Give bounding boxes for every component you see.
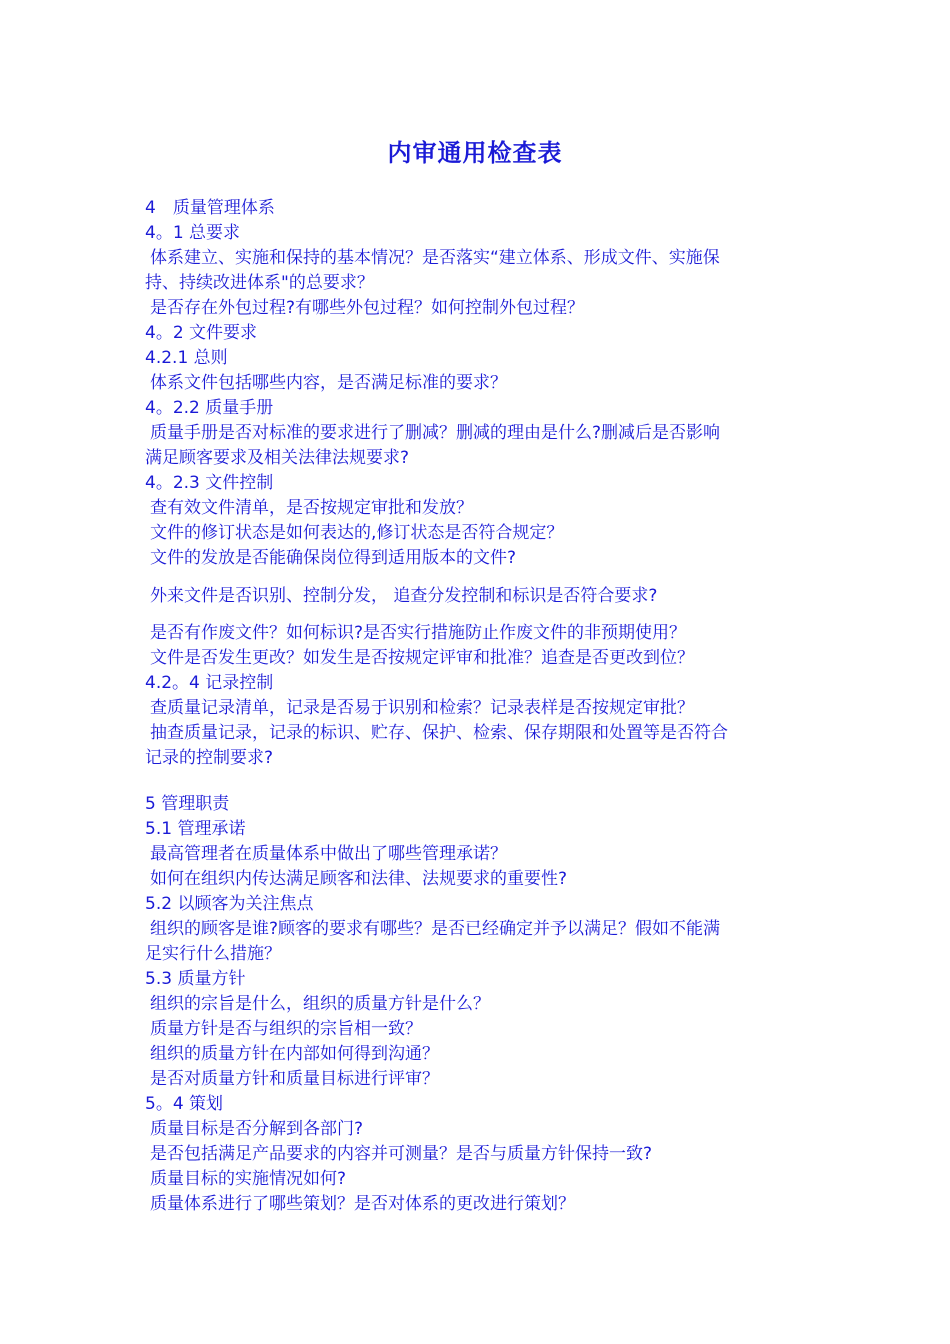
question-text: 文件的发放是否能确保岗位得到适用版本的文件? xyxy=(150,548,517,568)
question-text: 体系建立、实施和保持的基本情况？是否落实“建立体系、形成文件、实施保 xyxy=(150,248,720,268)
question-text: 是否对质量方针和质量目标进行评审？ xyxy=(150,1069,439,1089)
subsection-heading: 4.2.1 总则 xyxy=(145,348,228,368)
subsection-heading: 5.1 管理承诺 xyxy=(145,819,246,839)
subsection-heading: 5.3 质量方针 xyxy=(145,969,246,989)
question-text: 是否存在外包过程?有哪些外包过程？如何控制外包过程？ xyxy=(150,298,585,318)
subsection-heading: 4。2.3 文件控制 xyxy=(145,473,274,493)
question-text: 体系文件包括哪些内容，是否满足标准的要求？ xyxy=(150,373,507,393)
question-text-continued: 记录的控制要求? xyxy=(145,748,274,768)
question-text: 查有效文件清单，是否按规定审批和发放？ xyxy=(150,498,473,518)
section-heading: 4 质量管理体系 xyxy=(145,198,275,218)
subsection-heading: 5。4 策划 xyxy=(145,1094,224,1114)
question-text-continued: 持、持续改进体系"的总要求？ xyxy=(145,273,374,293)
question-text: 最高管理者在质量体系中做出了哪些管理承诺？ xyxy=(150,844,507,864)
question-text: 质量体系进行了哪些策划？是否对体系的更改进行策划？ xyxy=(150,1194,575,1214)
question-text: 文件是否发生更改？如发生是否按规定评审和批准？追查是否更改到位？ xyxy=(150,648,694,668)
question-text: 质量目标是否分解到各部门? xyxy=(150,1119,364,1139)
question-text: 组织的宗旨是什么，组织的质量方针是什么？ xyxy=(150,994,490,1014)
section-heading: 5 管理职责 xyxy=(145,794,230,814)
question-text: 文件的修订状态是如何表达的,修订状态是否符合规定？ xyxy=(150,523,564,543)
subsection-heading: 4。1 总要求 xyxy=(145,223,241,243)
question-text: 外来文件是否识别、控制分发， 追查分发控制和标识是否符合要求? xyxy=(150,586,658,606)
question-text: 是否有作废文件？如何标识?是否实行措施防止作废文件的非预期使用？ xyxy=(150,623,687,643)
subsection-heading: 4。2.2 质量手册 xyxy=(145,398,274,418)
question-text: 质量方针是否与组织的宗旨相一致？ xyxy=(150,1019,422,1039)
question-text: 组织的顾客是谁?顾客的要求有哪些？是否已经确定并予以满足？假如不能满 xyxy=(150,919,721,939)
question-text: 如何在组织内传达满足顾客和法律、法规要求的重要性? xyxy=(150,869,568,889)
question-text: 抽查质量记录，记录的标识、贮存、保护、检索、保存期限和处置等是否符合 xyxy=(150,723,728,743)
question-text-continued: 足实行什么措施？ xyxy=(145,944,281,964)
question-text-continued: 满足顾客要求及相关法律法规要求? xyxy=(145,448,410,468)
subsection-heading: 4.2。4 记录控制 xyxy=(145,673,274,693)
subsection-heading: 4。2 文件要求 xyxy=(145,323,258,343)
question-text: 质量手册是否对标准的要求进行了删减？删减的理由是什么?删减后是否影响 xyxy=(150,423,721,443)
page-title: 内审通用检查表 xyxy=(387,139,563,167)
question-text: 组织的质量方针在内部如何得到沟通？ xyxy=(150,1044,439,1064)
question-text: 是否包括满足产品要求的内容并可测量？是否与质量方针保持一致? xyxy=(150,1144,653,1164)
question-text: 查质量记录清单，记录是否易于识别和检索？记录表样是否按规定审批？ xyxy=(150,698,694,718)
question-text: 质量目标的实施情况如何? xyxy=(150,1169,347,1189)
subsection-heading: 5.2 以顾客为关注焦点 xyxy=(145,894,314,914)
